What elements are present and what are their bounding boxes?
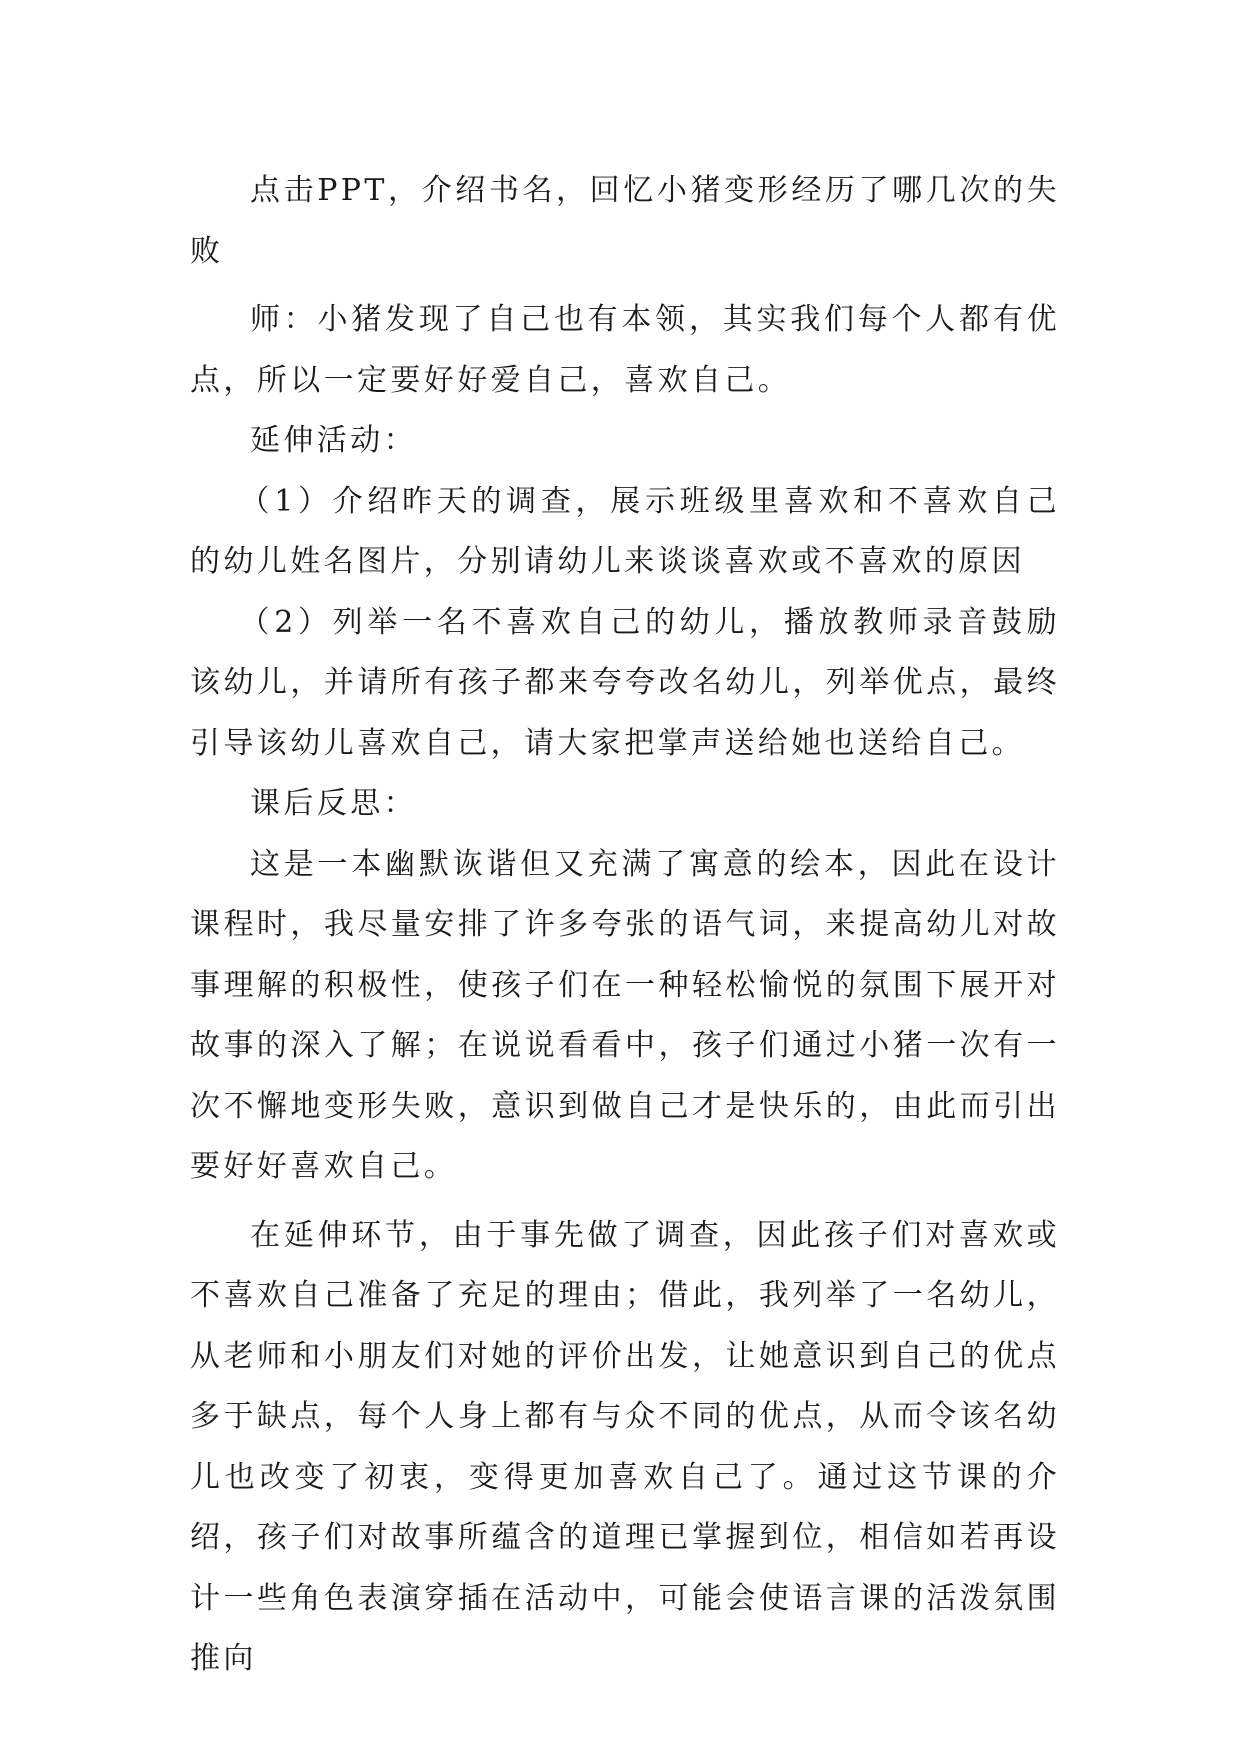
heading-reflection: 课后反思： <box>250 786 417 821</box>
document-body <box>190 161 1060 1690</box>
paragraph-extension-item-2: （2）列举一名不喜欢自己的幼儿，播放教师录音鼓励该幼儿，并请所有孩子都来夸夸改名幼儿，列举优点，最终引导该幼儿喜欢自己，请大家把掌声送给她也送给自己。 <box>190 604 1060 761</box>
paragraph-teacher-remark: 师：小猪发现了自己也有本领，其实我们每个人都有优点，所以一定要好好爱自己，喜欢自己。 <box>190 302 1060 398</box>
paragraph-ppt-intro: 点击PPT，介绍书名，回忆小猪变形经历了哪几次的失败 <box>190 173 1060 269</box>
heading-extension-activity: 延伸活动： <box>250 423 417 458</box>
paragraph-reflection-2: 在延伸环节，由于事先做了调查，因此孩子们对喜欢或不喜欢自己准备了充足的理由；借此，我列举了一名幼儿，从老师和小朋友们对她的评价出发，让她意识到自己的优点多于缺点，每个人身上都有与众不同的优点，从而令该名幼儿也改变了初衷，变得更加喜欢自己了。通过这节课的介绍，孩子们对故事所蕴含的道理已掌握到位，相信如若再设计一些角色表演穿插在活动中，可能会使语言课的活泼氛围推向 <box>190 1217 1060 1676</box>
paragraph-extension-item-1: （1）介绍昨天的调查，展示班级里喜欢和不喜欢自己的幼儿姓名图片，分别请幼儿来谈谈喜欢或不喜欢的原因 <box>190 483 1060 579</box>
paragraph-reflection-1: 这是一本幽默诙谐但又充满了寓意的绘本，因此在设计课程时，我尽量安排了许多夸张的语气词，来提高幼儿对故事理解的积极性，使孩子们在一种轻松愉悦的氛围下展开对故事的深入了解；在说说看看中，孩子们通过小猪一次有一次不懈地变形失败，意识到做自己才是快乐的，由此而引出要好好喜欢自己。 <box>190 846 1060 1184</box>
